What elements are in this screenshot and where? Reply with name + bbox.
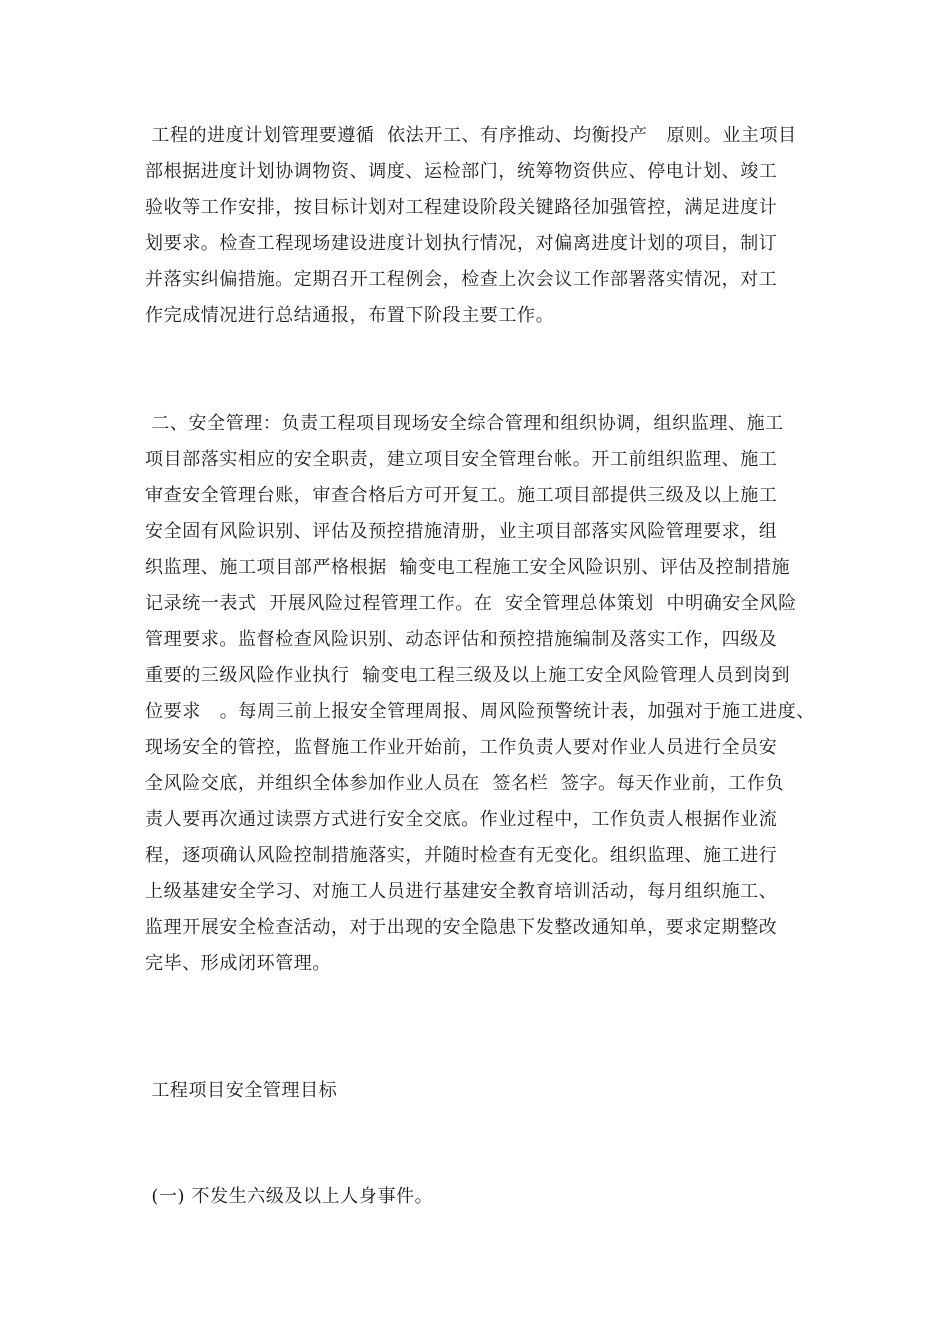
text-line: 划要求。检查工程现场建设进度计划执行情况，对偏离进度计划的项目，制订 [145,233,778,254]
text-line: 记录统一表式 开展风险过程管理工作。在 安全管理总体策划 中明确安全风险 [145,593,797,614]
text-line: 织监理、施工项目部严格根据 输变电工程施工安全风险识别、评估及控制措施 [145,557,791,578]
text-line: 责人要再次通过读票方式进行安全交底。作业过程中，工作负责人根据作业流 [145,809,778,830]
text-line: 全风险交底，并组织全体参加作业人员在 签名栏 签字。每天作业前，工作负 [145,773,785,794]
text-line: 工程的进度计划管理要遵循 依法开工、有序推动、均衡投产 原则。业主项目 [145,125,797,146]
text-line: 二、安全管理：负责工程项目现场安全综合管理和组织协调，组织监理、施工 [145,413,784,434]
text-line: 现场安全的管控，监督施工作业开始前，工作负责人要对作业人员进行全员安 [145,737,778,758]
text-line: 安全固有风险识别、评估及预控措施清册，业主项目部落实风险管理要求，组 [145,521,778,542]
text-line: 程，逐项确认风险控制措施落实，并随时检查有无变化。组织监理、施工进行 [145,845,778,866]
text-line: 完毕、形成闭环管理。 [145,953,331,974]
text-line: 验收等工作安排，按目标计划对工程建设阶段关键路径加强管控，满足进度计 [145,197,778,218]
section-heading: 工程项目安全管理目标 [145,1080,338,1101]
text-line: 监理开展安全检查活动，对于出现的安全隐患下发整改通知单，要求定期整改 [145,917,778,938]
text-line: 作完成情况进行总结通报，布置下阶段主要工作。 [145,305,555,326]
text-line: 部根据进度计划协调物资、调度、运检部门，统筹物资供应、停电计划、竣工 [145,161,778,182]
text-line: 重要的三级风险作业执行 输变电工程三级及以上施工安全风险管理人员到岗到 [145,665,791,686]
text-line: 项目部落实相应的安全职责，建立项目安全管理台帐。开工前组织监理、施工 [145,449,778,470]
text-line: 位要求 。每周三前上报安全管理周报、周风险预警统计表，加强对于施工进度、 [145,701,815,722]
text-line: 审查安全管理台账，审查合格后方可开复工。施工项目部提供三级及以上施工 [145,485,778,506]
text-line: 管理要求。监督检查风险识别、动态评估和预控措施编制及落实工作，四级及 [145,629,778,650]
text-line: 上级基建安全学习、对施工人员进行基建安全教育培训活动，每月组织施工、 [145,881,778,902]
text-line: 并落实纠偏措施。定期召开工程例会，检查上次会议工作部署落实情况，对工 [145,269,778,290]
list-item: (一) 不发生六级及以上人身事件。 [145,1186,434,1207]
